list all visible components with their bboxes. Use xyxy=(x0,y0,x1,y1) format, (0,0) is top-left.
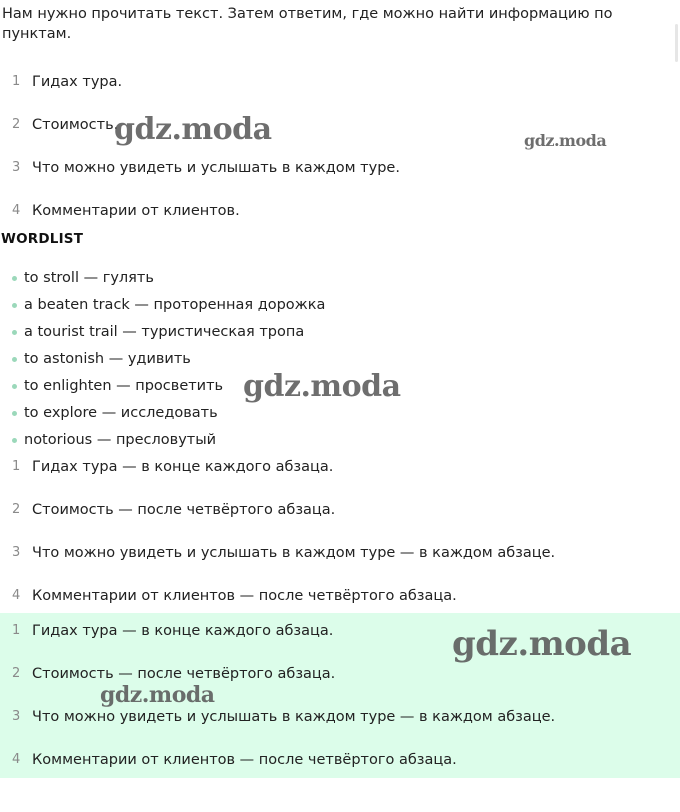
item-number: 4 xyxy=(12,752,21,767)
item-text: Комментарии от клиентов — после четвёртого абзаца. xyxy=(32,588,457,604)
item-text: Стоимость — после четвёртого абзаца. xyxy=(32,666,336,682)
wordlist-heading: WORDLIST xyxy=(1,231,84,247)
item-text: Что можно увидеть и услышать в каждом туре. xyxy=(32,160,400,176)
watermark-logo: gdz.moda xyxy=(524,131,607,150)
item-text: Стоимость — после четвёртого абзаца. xyxy=(32,502,336,518)
item-number: 2 xyxy=(12,502,21,517)
watermark-logo: gdz.moda xyxy=(243,369,401,404)
bullet-icon xyxy=(12,330,17,335)
item-text: Что можно увидеть и услышать в каждом туре — в каждом абзаце. xyxy=(32,545,556,561)
bullet-icon xyxy=(12,384,17,389)
item-text: Гидах тура — в конце каждого абзаца. xyxy=(32,623,334,639)
item-number: 2 xyxy=(12,666,21,681)
scrollbar[interactable] xyxy=(675,24,678,62)
bullet-icon xyxy=(12,357,17,362)
wordlist-text: a tourist trail — туристическая тропа xyxy=(24,324,305,340)
item-number: 1 xyxy=(12,459,21,474)
item-number: 4 xyxy=(12,588,21,603)
item-text: Гидах тура — в конце каждого абзаца. xyxy=(32,459,334,475)
watermark-logo: gdz.moda xyxy=(452,624,632,664)
wordlist-text: notorious — пресловутый xyxy=(24,432,217,448)
intro-text: Нам нужно прочитать текст. Затем ответим, где можно найти информацию по пунктам. xyxy=(2,6,613,42)
item-number: 3 xyxy=(12,160,21,175)
item-text: Стоимость. xyxy=(32,117,119,133)
wordlist-text: to enlighten — просветить xyxy=(24,378,224,394)
wordlist-text: to explore — исследовать xyxy=(24,405,218,421)
item-number: 1 xyxy=(12,623,21,638)
wordlist-text: a beaten track — проторенная дорожка xyxy=(24,297,326,313)
item-number: 2 xyxy=(12,117,21,132)
item-number: 4 xyxy=(12,203,21,218)
item-text: Гидах тура. xyxy=(32,74,123,90)
bullet-icon xyxy=(12,411,17,416)
bullet-icon xyxy=(12,438,17,443)
item-number: 3 xyxy=(12,709,21,724)
wordlist-text: to stroll — гулять xyxy=(24,270,154,286)
watermark-logo: gdz.moda xyxy=(100,682,215,708)
bullet-icon xyxy=(12,276,17,281)
wordlist-text: to astonish — удивить xyxy=(24,351,191,367)
item-text: Комментарии от клиентов — после четвёртого абзаца. xyxy=(32,752,457,768)
watermark-logo: gdz.moda xyxy=(114,112,272,147)
bullet-icon xyxy=(12,303,17,308)
item-text: Что можно увидеть и услышать в каждом туре — в каждом абзаце. xyxy=(32,709,556,725)
item-number: 3 xyxy=(12,545,21,560)
item-number: 1 xyxy=(12,74,21,89)
item-text: Комментарии от клиентов. xyxy=(32,203,240,219)
